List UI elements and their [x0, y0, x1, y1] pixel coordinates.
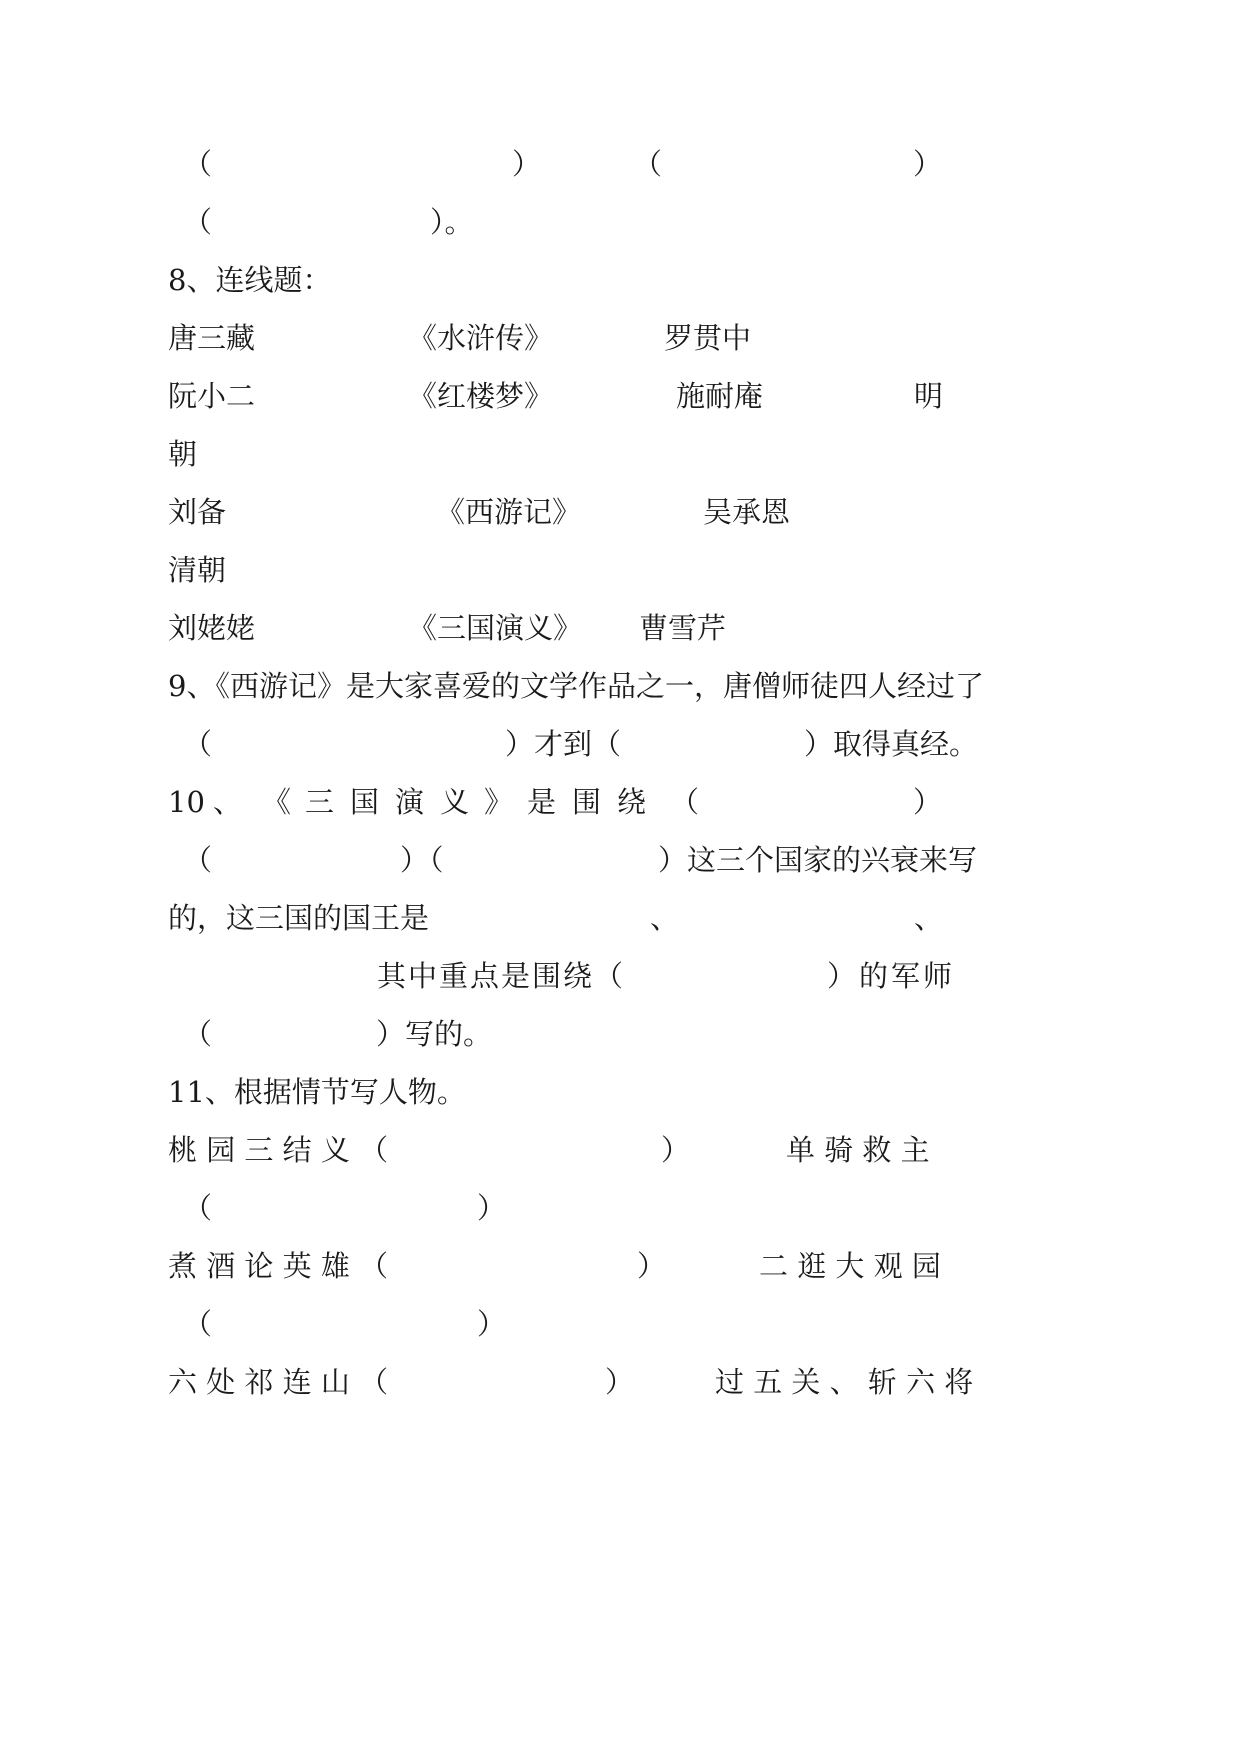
blank-close: ） [477, 1191, 507, 1225]
question-11-heading: 11、根据情节写人物。 [168, 1075, 466, 1109]
plot-label: 二 逛 大 观 园 [759, 1249, 941, 1283]
question-10-text: 、 [650, 901, 680, 935]
blank-close: ） [605, 1365, 635, 1399]
question-9-text: 9、《西游记》是大家喜爱的文学作品之一，唐僧师徒四人经过了 [168, 669, 984, 703]
blank-close: ） [477, 1307, 507, 1341]
match-book: 《水浒传》 [408, 321, 554, 355]
blank-close: ） [913, 147, 943, 181]
match-book: 《三国演义》 [408, 611, 583, 645]
match-book: 《红楼梦》 [408, 379, 554, 413]
match-era: 朝 [168, 437, 198, 471]
match-author: 罗贯中 [664, 321, 752, 355]
blank-open: （ [633, 147, 663, 181]
plot-label: 桃 园 三 结 义 （ [168, 1133, 389, 1167]
blank-open: （ [183, 205, 213, 239]
question-10-char: 》 [484, 785, 514, 819]
question-10-char: （ [670, 785, 700, 819]
question-10-text: 、 [914, 901, 944, 935]
blank-open: （ [183, 147, 213, 181]
question-8-heading: 8、连线题： [168, 263, 332, 297]
plot-label: 过 五 关 、 斩 六 将 [715, 1365, 974, 1399]
question-10-char: 围 [572, 785, 602, 819]
match-name: 阮小二 [168, 379, 256, 413]
question-10-char: 、 [213, 785, 243, 819]
blank-close: ）。 [430, 205, 474, 239]
match-era: 明 [914, 379, 944, 413]
question-10-text: ）这三个国家的兴衰来写 [658, 843, 978, 877]
match-author: 施耐庵 [676, 379, 764, 413]
blank-open: （ [183, 727, 213, 761]
blank-open: （ [183, 1017, 213, 1051]
plot-label: 六 处 祁 连 山 （ [168, 1365, 389, 1399]
blank-close: ） [661, 1133, 691, 1167]
question-10-text: 其中重点是围绕（ [377, 959, 626, 993]
question-9-text: ）取得真经。 [804, 727, 979, 761]
question-10-text: 的，这三国的国王是 [168, 901, 430, 935]
question-10-char: 三 [305, 785, 335, 819]
question-10-text: ）写的。 [376, 1017, 493, 1051]
blank-close: ） [512, 147, 542, 181]
blank-close: ） [637, 1249, 667, 1283]
blank-open: （ [183, 1191, 213, 1225]
blank-open: （ [183, 843, 213, 877]
match-author: 吴承恩 [703, 495, 791, 529]
match-name: 唐三藏 [168, 321, 256, 355]
question-10-text: ）（ [400, 843, 444, 877]
question-10-char: 是 [527, 785, 557, 819]
match-author: 曹雪芹 [639, 611, 727, 645]
plot-label: 单 骑 救 主 [786, 1133, 930, 1167]
question-10-char: 《 [262, 785, 292, 819]
question-10-char: 绕 [617, 785, 647, 819]
question-10-char: 演 [395, 785, 425, 819]
question-10-char: 10 [168, 785, 205, 819]
plot-label: 煮 酒 论 英 雄 （ [168, 1249, 389, 1283]
question-10-char: ） [913, 785, 943, 819]
question-10-char: 义 [440, 785, 470, 819]
match-name: 刘备 [168, 495, 227, 529]
question-9-text: ）才到（ [505, 727, 622, 761]
question-10-text: ）的军师 [827, 959, 956, 993]
match-era: 清朝 [168, 553, 227, 587]
match-book: 《西游记》 [436, 495, 582, 529]
question-10-char: 国 [350, 785, 380, 819]
blank-open: （ [183, 1307, 213, 1341]
match-name: 刘姥姥 [168, 611, 256, 645]
